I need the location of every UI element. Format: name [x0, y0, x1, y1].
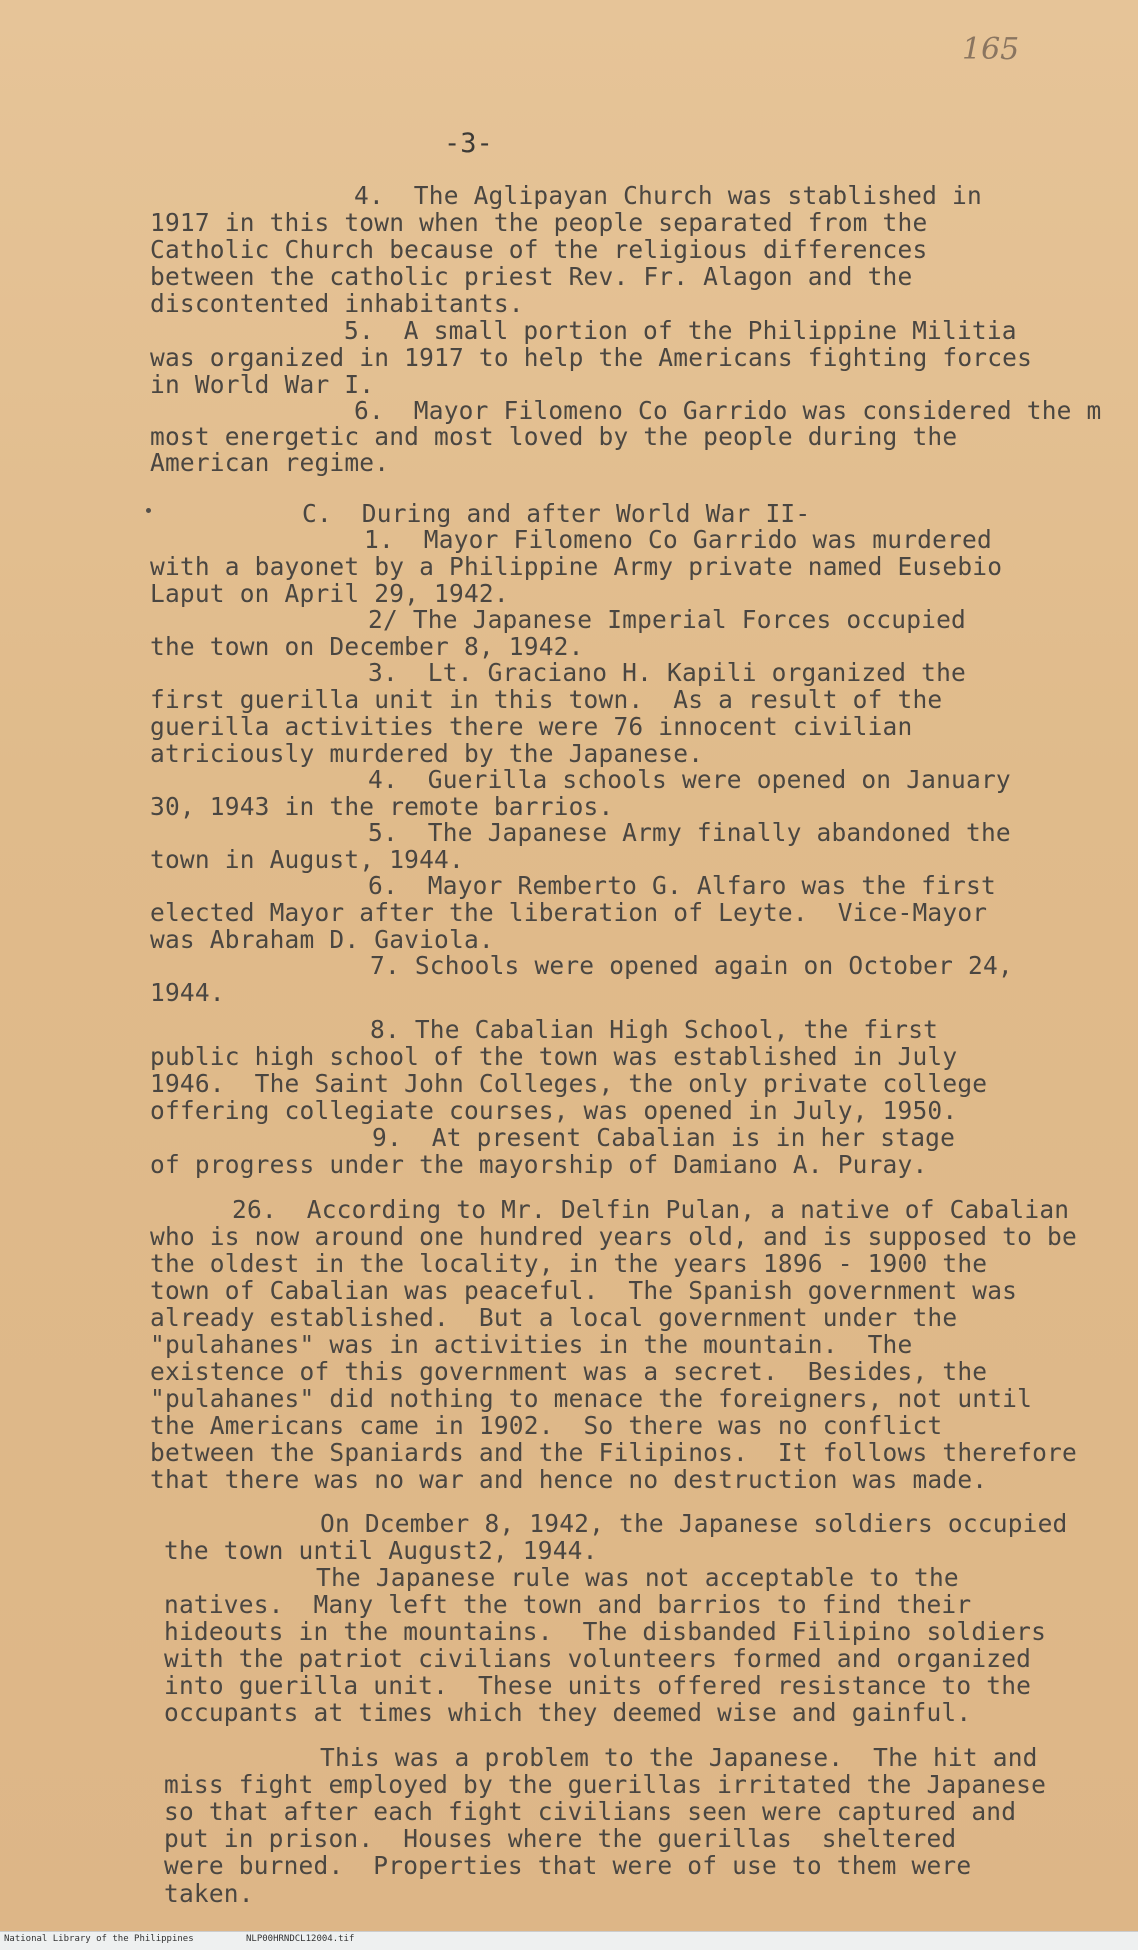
- text-line: atriciously murdered by the Japanese.: [150, 739, 704, 768]
- text-line: already established. But a local government under the: [150, 1303, 958, 1332]
- text-line: 1946. The Saint John Colleges, the only private college: [150, 1069, 988, 1098]
- text-line: who is now around one hundred years old, and is supposed to be: [150, 1222, 1077, 1251]
- text-line: guerilla activities there were 76 innocent civilian: [150, 712, 913, 741]
- text-line: put in prison. Houses where the guerillas sheltered: [164, 1824, 957, 1853]
- text-line: taken.: [164, 1879, 254, 1908]
- page-number: -3-: [444, 128, 493, 159]
- text-line: 1. Mayor Filomeno Co Garrido was murdered: [364, 525, 992, 554]
- margin-dot: [146, 508, 151, 513]
- paragraph-start: 26. According to Mr. Delfin Pulan, a native of Cabalian: [232, 1195, 1070, 1224]
- text-line: discontented inhabitants.: [150, 289, 524, 318]
- text-line: 9. At present Cabalian is in her stage: [372, 1123, 956, 1152]
- text-line: between the catholic priest Rev. Fr. Alagon and the: [150, 262, 913, 291]
- text-line: Catholic Church because of the religious differences: [150, 235, 928, 264]
- text-line: public high school of the town was established in July: [150, 1042, 958, 1071]
- text-line: 4. The Aglipayan Church was stablished in: [354, 181, 982, 210]
- text-line: in World War I.: [150, 370, 375, 399]
- text-line: the Americans came in 1902. So there was no conflict: [150, 1411, 943, 1440]
- scan-footer: [0, 1931, 1138, 1950]
- text-line: The Japanese rule was not acceptable to the: [316, 1563, 959, 1592]
- text-line: "pulahanes" did nothing to menace the foreigners, not until: [150, 1384, 1033, 1413]
- text-line: were burned. Properties that were of use to them were: [164, 1851, 972, 1880]
- footer-source-label: National Library of the Philippines: [4, 1934, 194, 1944]
- text-line: so that after each fight civilians seen were captured and: [164, 1797, 1017, 1826]
- footer-file-name: NLP00HRNDCL12004.tif: [246, 1934, 355, 1944]
- text-line: offering collegiate courses, was opened in July, 1950.: [150, 1096, 958, 1125]
- text-line: elected Mayor after the liberation of Leyte. Vice-Mayor: [150, 898, 988, 927]
- text-line: "pulahanes" was in activities in the mountain. The: [150, 1330, 913, 1359]
- text-line: was Abraham D. Gaviola.: [150, 925, 494, 954]
- text-line: 3. Lt. Graciano H. Kapili organized the: [368, 658, 967, 687]
- text-line: occupants at times which they deemed wise and gainful.: [164, 1698, 972, 1727]
- text-line: 5. A small portion of the Philippine Militia: [344, 316, 1017, 345]
- text-line: between the Spaniards and the Filipinos. It follows therefore: [150, 1438, 1077, 1467]
- paragraph-start: On Dcember 8, 1942, the Japanese soldiers occupied: [320, 1509, 1068, 1538]
- text-line: most energetic and most loved by the people during the: [150, 422, 958, 451]
- text-line: town in August, 1944.: [150, 845, 464, 874]
- text-line: 1944.: [150, 978, 225, 1007]
- text-line: of progress under the mayorship of Damiano A. Puray.: [150, 1150, 928, 1179]
- text-line: town of Cabalian was peaceful. The Spanish government was: [150, 1276, 1018, 1305]
- handwritten-page-mark: 165: [962, 32, 1020, 67]
- text-line: 30, 1943 in the remote barrios.: [150, 792, 614, 821]
- text-line: hideouts in the mountains. The disbanded Filipino soldiers: [164, 1617, 1047, 1646]
- text-line: American regime.: [150, 448, 390, 477]
- text-line: 1917 in this town when the people separated from the: [150, 208, 928, 237]
- text-line: first guerilla unit in this town. As a result of the: [150, 685, 943, 714]
- text-line: 5. The Japanese Army finally abandoned the: [368, 818, 1011, 847]
- text-line: 6. Mayor Remberto G. Alfaro was the first: [368, 871, 996, 900]
- text-line: was organized in 1917 to help the Americans fighting forces: [150, 343, 1033, 372]
- text-line: Laput on April 29, 1942.: [150, 579, 509, 608]
- text-line: 4. Guerilla schools were opened on January: [368, 765, 1011, 794]
- text-line: miss fight employed by the guerillas irritated the Japanese: [164, 1770, 1047, 1799]
- text-line: that there was no war and hence no destruction was made.: [150, 1465, 988, 1494]
- paragraph-start: This was a problem to the Japanese. The hit and: [320, 1743, 1038, 1772]
- text-line: the oldest in the locality, in the years 1896 - 1900 the: [150, 1249, 988, 1278]
- text-line: natives. Many left the town and barrios to find their: [164, 1590, 972, 1619]
- text-line: 8. The Cabalian High School, the first: [370, 1015, 939, 1044]
- text-line: into guerilla unit. These units offered resistance to the: [164, 1671, 1032, 1700]
- text-line: 7. Schools were opened again on October 24,: [370, 951, 1013, 980]
- text-line: the town until August2, 1944.: [164, 1536, 598, 1565]
- text-line: 2/ The Japanese Imperial Forces occupied: [368, 605, 967, 634]
- text-line: with the patriot civilians volunteers formed and organized: [164, 1644, 1032, 1673]
- text-line: existence of this government was a secret. Besides, the: [150, 1357, 988, 1386]
- text-line: the town on December 8, 1942.: [150, 632, 584, 661]
- text-line: with a bayonet by a Philippine Army private named Eusebio: [150, 552, 1003, 581]
- section-heading: C. During and after World War II-: [302, 499, 811, 528]
- text-line: 6. Mayor Filomeno Co Garrido was considered the m: [354, 396, 1102, 425]
